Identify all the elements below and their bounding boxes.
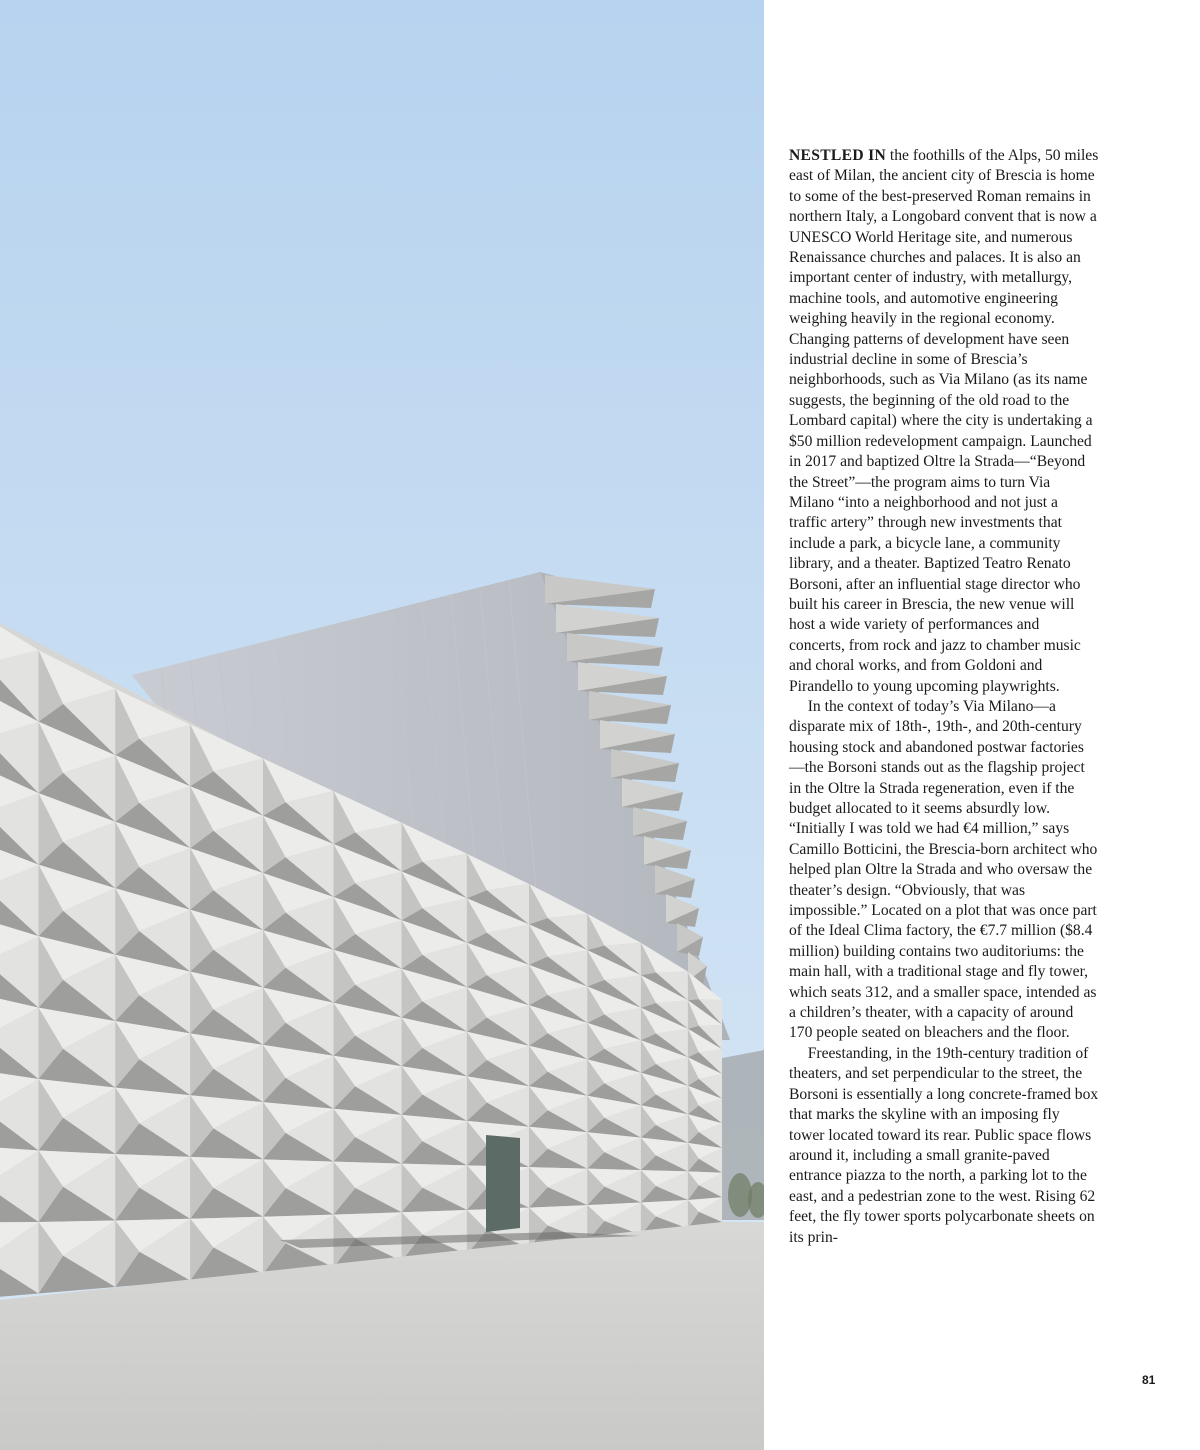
article-paragraph-3: Freestanding, in the 19th-century tradition of theaters, and set perpendicular to the street, the Borsoni is essentially a long concrete-framed box that marks the skyline with an imposing fly tower located toward its rear. Public space flows around it, including a small granite-paved entrance piazza to the north, a parking lot to the east, and a pedestrian zone to the west. Rising 62 feet, the fly tower sports polycarbonate sheets on its prin- [789,1044,1099,1246]
article-paragraph-1 [789,146,1099,697]
paragraph-1-text: the foothills of the Alps, 50 miles east of Milan, the ancient city of Brescia is home to some of the best-preserved Roman remains in northern Italy, a Longobard convent that is now a UNESCO World Heritage site, and numerous Renaissance churches and palaces. It is also an important center of industry, with metallurgy, machine tools, and automotive engineering weighing heavily in the regional economy. Changing patterns of development have seen industrial decline in some of Brescia’s neighborhoods, such as Via Milano (as its name suggests, the beginning of the old road to the Lombard capital) where the city is undertaking a $50 million redevelopment campaign. Launched in 2017 and baptized Oltre la Strada—“Beyond the Street”—the program aims to turn Via Milano “into a neighborhood and not just a traffic artery” through new investments that include a park, a bicycle lane, a community library, and a theater. Baptized Teatro Renato Borsoni, after an influential stage director who built his career in Brescia, the new venue will host a wide variety of performances and concerts, from rock and jazz to chamber music and choral works, and from Goldoni and Pirandello to young upcoming playwrights. [789,147,1099,695]
article-body [789,146,1099,1248]
article-paragraph-2: In the context of today’s Via Milano—a disparate mix of 18th-, 19th-, and 20th-century housing stock and abandoned postwar factories—the Borsoni stands out as the flagship project in the Oltre la Strada regeneration, even if the budget allocated to it seems absurdly low. “Initially I was told we had €4 million,” says Camillo Botticini, the Brescia-born architect who helped plan Oltre la Strada and who oversaw the theater’s design. “Obviously, that was impossible.” Located on a plot that was once part of the Ideal Clima factory, the €7.7 million ($8.4 million) building contains two auditoriums: the main hall, with a traditional stage and fly tower, which seats 312, and a smaller space, intended as a children’s theater, with a capacity of around 170 people seated on bleachers and the floor. [789,697,1098,1042]
entrance-door [486,1135,520,1232]
page-number: 81 [1142,1373,1156,1387]
lead-in: NESTLED IN [789,147,887,164]
